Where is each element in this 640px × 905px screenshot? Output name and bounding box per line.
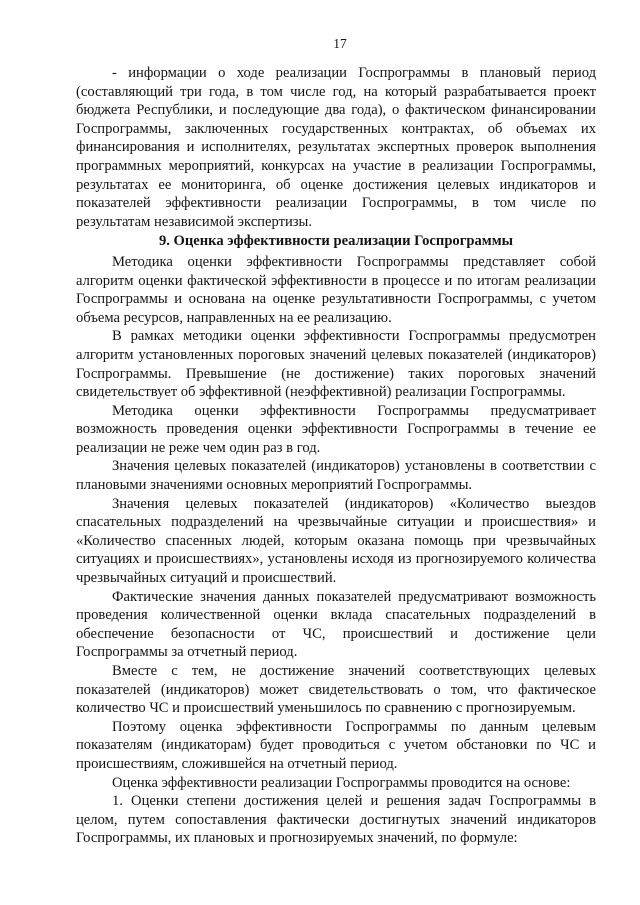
body-paragraph-2: В рамках методики оценки эффективности Госпрограммы предусмотрен алгоритм установленных пороговых значений целевых показателей (индикаторов) Госпрограммы. Превышение (не достижение) таких пороговых значений свидетельствует об эффективной (неэффективной) реализации Госпрограммы. [76,328,596,401]
body-paragraph-10: 1. Оценки степени достижения целей и решения задач Госпрограммы в целом, путем сопоставления фактически достигнутых значений индикаторов Госпрограммы, их плановых и прогнозируемых значений, по формуле: [76,793,596,847]
body-paragraph-5: Значения целевых показателей (индикаторов) «Количество выездов спасательных подразделений на чрезвычайные ситуации и происшествия» и «Количество спасенных людей, которым оказана помощь при чрезвычайных ситуациях и происшествиях», установлены исходя из прогнозируемого количества чрезвычайных ситуаций и происшествий. [76,495,596,587]
page-number: 17 [333,36,347,51]
body-paragraph-1: Методика оценки эффективности Госпрограммы представляет собой алгоритм оценки фактической эффективности в процессе и по итогам реализации Госпрограммы и основана на оценке результативности Госпрограммы, с учетом объема ресурсов, направленных на ее реализацию. [76,253,596,326]
body-paragraph-3: Методика оценки эффективности Госпрограммы предусматривает возможность проведения оценки эффективности Госпрограммы в течение ее реализации не реже чем один раз в год. [76,402,596,456]
body-paragraph-7: Вместе с тем, не достижение значений соответствующих целевых показателей (индикаторов) может свидетельствовать о том, что фактическое количество ЧС и происшествий уменьшилось по сравнению с прогнозируемым. [76,663,596,717]
body-paragraph-9: Оценка эффективности реализации Госпрограммы проводится на основе: [112,774,571,791]
body-paragraph-6: Фактические значения данных показателей предусматривают возможность проведения количественной оценки вклада спасательных подразделений в обеспечение безопасности от ЧС, происшествий и достижение цели Госпрограммы за отчетный период. [76,588,596,661]
body-paragraph-4: Значения целевых показателей (индикаторов) установлены в соответствии с плановыми значениями основных мероприятий Госпрограммы. [76,458,596,494]
body-paragraph-8: Поэтому оценка эффективности Госпрограммы по данным целевым показателям (индикаторам) будет проводиться с учетом обстановки по ЧС и происшествиям, сложившейся на отчетный период. [76,718,596,772]
intro-paragraph: - информации о ходе реализации Госпрограммы в плановый период (составляющий три года, в том числе год, на который разрабатывается проект бюджета Республики, и последующие два года), о фактическом финансировании Госпрограммы, заключенных государственных контрактах, об объемах их финансирования и исполнителях, результатах экспертных проверок выполнения программных мероприятий, конкурсах на участие в реализации Госпрограммы, результатах ее мониторинга, об оценке достижения целевых индикаторов и показателей эффективности реализации Госпрограммы, в том числе по результатам независимой экспертизы. [76,65,596,230]
section-heading: 9. Оценка эффективности реализации Госпрограммы [158,233,514,250]
